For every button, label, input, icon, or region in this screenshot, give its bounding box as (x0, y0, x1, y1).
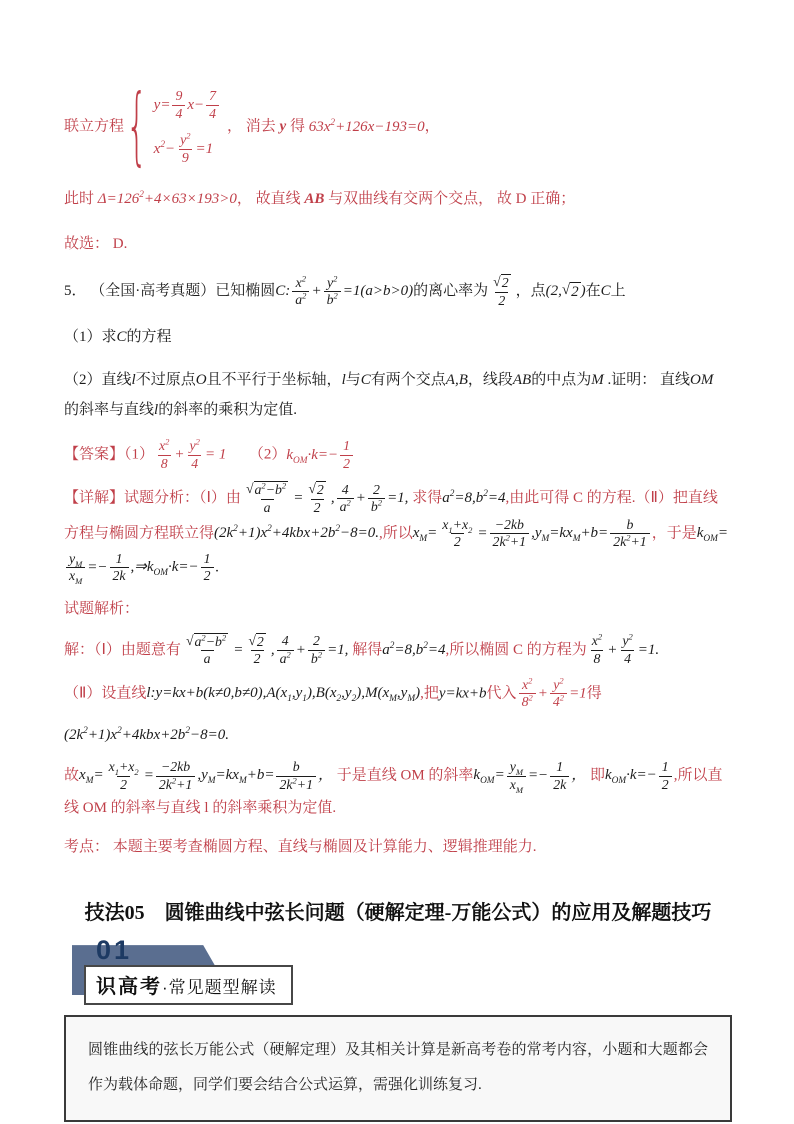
badge-label (84, 965, 293, 1005)
paragraph-keypoints: 考点： 本题主要考查椭圆方程、直线与椭圆及计算能力、逻辑推理能力. (64, 839, 537, 856)
badge-label-rest: ·常见题型解读 (162, 978, 277, 998)
paragraph-part-2: （2）直线l不过原点O且不平行于坐标轴，l与C有两个交点A,B，线段AB的中点为M .证明： 直线OM 的斜率与直线l的斜率的乘积为定值. (64, 372, 714, 419)
paragraph-problem-5: 5． （全国·高考真题）已知椭圆C: $\frac{x^2}{a^2}$ + $\frac{y^2}{b^2}$ =1(a>b>0)的离心率为 √ 2 2 ，点(2, √ 2 )在C上 (64, 273, 626, 308)
paragraph-conclusion: 故$x_M=$ $\frac{x_1+x_2}{2}$ = $\frac{-2kb}{2k^2+1}$ $,y_M=kx_M+b=$ $\frac{b}{2k^2+1}$ ， 于是直线 OM 的斜率$k_{OM}=$ $\frac{y_M}{x_M}$ =− $\frac{1}{2k}$ ， 即$k_{OM}\cdot k=-$ $\frac{1}{2}$ ,所以直线 OM 的斜率与直线 l 的斜率乘积为定值. (64, 758, 723, 817)
badge-label-strong: 识高考 (96, 976, 162, 999)
intro-note-box: 圆锥曲线的弦长万能公式（硬解定理）及其相关计算是新高考卷的常考内容，小题和大题都会作为载体命题，同学们要会结合公式运算，需强化训练复习. (64, 1015, 732, 1122)
paragraph-answer: 【答案】（1） $\frac{x^2}{8}$ + $\frac{y^2}{4}$ = 1 $(2)k_{OM}\cdot k=-$ $\frac{1}{2}$ (64, 438, 732, 472)
paragraph-part-1: （1）求C的方程 (64, 329, 172, 346)
paragraph-detail-analysis: 【详解】试题分析：（Ⅰ）由 √ $a^2-b^2$ a = √ 2 2 , $\frac{4}{a^2}$ + $\frac{2}{b^2}$ =1, 求得$a^2=8,b^2=4$,由此可得 C 的方程.（Ⅱ）把直线方程与椭圆方程联立得$(2k^2+1)x^2+4kbx+2b^2-8=0$.,所以$x_M=$ $\frac{x_1+x_2}{2}$ = $\frac{-2kb}{2k^2+1}$ $,y_M=kx_M+b=$ $\frac{b}{2k^2+1}$ ，于是$k_{OM}=$ $\frac{y_M}{x_M}$ =− $\frac{1}{2k}$ $,\Rightarrow k_{OM}\cdot k=-$ $\frac{1}{2}$ . (64, 480, 728, 586)
section-badge (64, 937, 732, 1007)
paragraph-discriminant: 此时 $\Delta=126^2+4\times 63\times 193>0$， 故直线 AB 与双曲线有交两个交点， 故 D 正确； (64, 190, 576, 208)
paragraph-answer-choice: 故选： D. (64, 236, 128, 253)
paragraph-analysis-label: 试题解析： (64, 600, 140, 617)
badge-number: 01 (96, 935, 133, 966)
paragraph-solution-part-2: （Ⅱ）设直线$l:y=kx+b(k\ne 0,b\ne 0),A(x_1,y_1),B(x_2,y_2),M(x_M,y_M)$,把y=kx+b代入 $\frac{x^2}{8^2}$ + $\frac{y^2}{4^2}$ =1得 (64, 675, 602, 710)
paragraph-system-equations: 联立方程 { y= $\frac{9}{4}$ x− $\frac{7}{4}$ $x^2-$ $\frac{y^2}{9}$ =1 ， 消去 y 得 $63x^2+126x-193=0$， (64, 77, 440, 178)
paragraph-quadratic: $(2k^2+1)x^2+4kbx+2b^2-8=0$. (64, 725, 229, 743)
section-title: 技法05 圆锥曲线中弦长问题（硬解定理-万能公式）的应用及解题技巧 (84, 902, 712, 925)
paragraph-solution-part-1: 解：（Ⅰ）由题意有 √ $a^2-b^2$ a = √ 2 2 , $\frac{4}{a^2}$ + $\frac{2}{b^2}$ =1, 解得$a^2=8,b^2=4$,所以椭圆 C 的方程为 $\frac{x^2}{8}$ + $\frac{y^2}{4}$ =1. (64, 631, 660, 667)
